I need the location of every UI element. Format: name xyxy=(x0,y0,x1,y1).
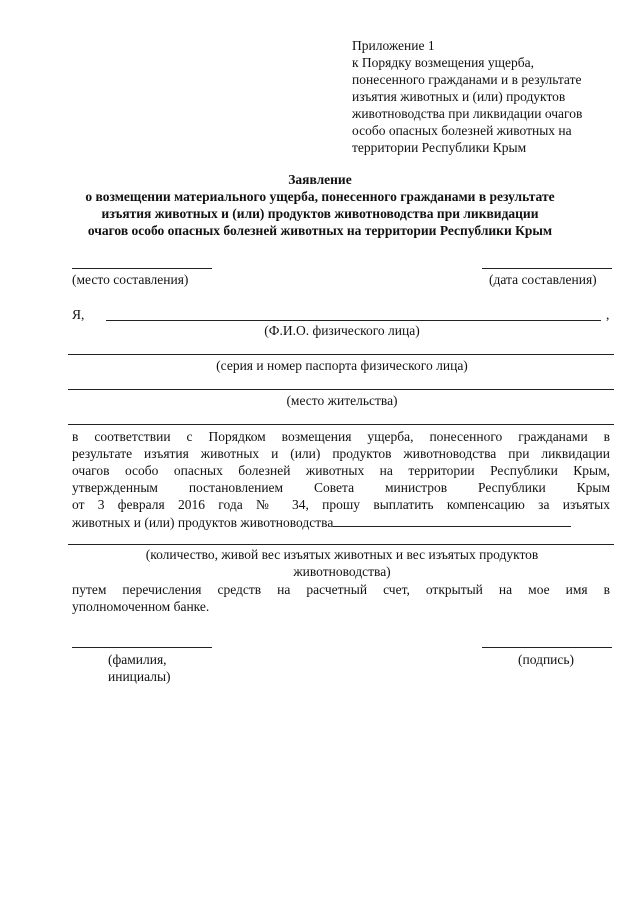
passport-line xyxy=(68,354,614,355)
appendix-line: к Порядку возмещения ущерба, xyxy=(352,55,535,70)
appendix-line: изъятия животных и (или) продуктов xyxy=(352,89,566,104)
compensation-fill-line xyxy=(333,513,571,527)
title-line: очагов особо опасных болезней животных на территории Республики Крым xyxy=(87,223,553,238)
date-line xyxy=(482,268,612,269)
residence-line-2 xyxy=(68,424,614,425)
body-line: животных и (или) продуктов животноводства xyxy=(72,515,334,530)
title-line: изъятия животных и (или) продуктов животноводства при ликвидации xyxy=(101,206,539,221)
appendix-line: животноводства при ликвидации очагов xyxy=(352,106,583,121)
fio-label: (Ф.И.О. физического лица) xyxy=(264,323,420,338)
initials-label: инициалы) xyxy=(108,669,171,684)
place-label: (место составления) xyxy=(72,272,189,287)
ya-label: Я, xyxy=(72,307,85,322)
residence-line-1 xyxy=(68,389,614,390)
comma: , xyxy=(606,307,610,322)
body-last-line xyxy=(72,513,610,531)
quantity-line xyxy=(68,544,614,545)
surname-label: (фамилия, xyxy=(108,652,167,667)
document-title xyxy=(20,171,620,239)
body-line: очагов особо опасных болезней животных на территории Республики Крым, xyxy=(72,463,610,478)
body-line: результате изъятия животных и (или) продуктов животноводства при ликвидации xyxy=(72,446,610,461)
date-label: (дата составления) xyxy=(489,272,597,287)
signature-line xyxy=(482,647,612,648)
passport-label: (серия и номер паспорта физического лица) xyxy=(216,358,468,373)
body-line: утвержденным постановлением Совета министров Республики Крым xyxy=(72,480,610,495)
place-line xyxy=(72,268,212,269)
appendix-line: особо опасных болезней животных на xyxy=(352,123,572,138)
fio-line xyxy=(106,320,601,321)
signature-label: (подпись) xyxy=(518,652,575,667)
appendix-line: понесенного гражданами и в результате xyxy=(352,72,582,87)
residence-label: (место жительства) xyxy=(286,393,398,408)
transfer-paragraph xyxy=(72,581,610,615)
transfer-line: путем перечисления средств на расчетный счет, открытый на мое имя в xyxy=(72,582,610,597)
name-sign-line xyxy=(72,647,212,648)
appendix-block xyxy=(352,37,632,156)
title-line: о возмещении материального ущерба, понесенного гражданами в результате xyxy=(85,189,555,204)
body-line: от 3 февраля 2016 года № 34, прошу выплатить компенсацию за изъятых xyxy=(72,497,610,512)
quantity-label-2: животноводства) xyxy=(293,564,391,579)
body-line: в соответствии с Порядком возмещения ущерба, понесенного гражданами в xyxy=(72,429,610,444)
title-heading: Заявление xyxy=(288,172,352,187)
appendix-line: Приложение 1 xyxy=(352,38,435,53)
quantity-label-1: (количество, живой вес изъятых животных и вес изъятых продуктов xyxy=(145,547,539,562)
transfer-line: уполномоченном банке. xyxy=(72,599,210,614)
body-paragraph xyxy=(72,428,610,531)
appendix-line: территории Республики Крым xyxy=(352,140,527,155)
